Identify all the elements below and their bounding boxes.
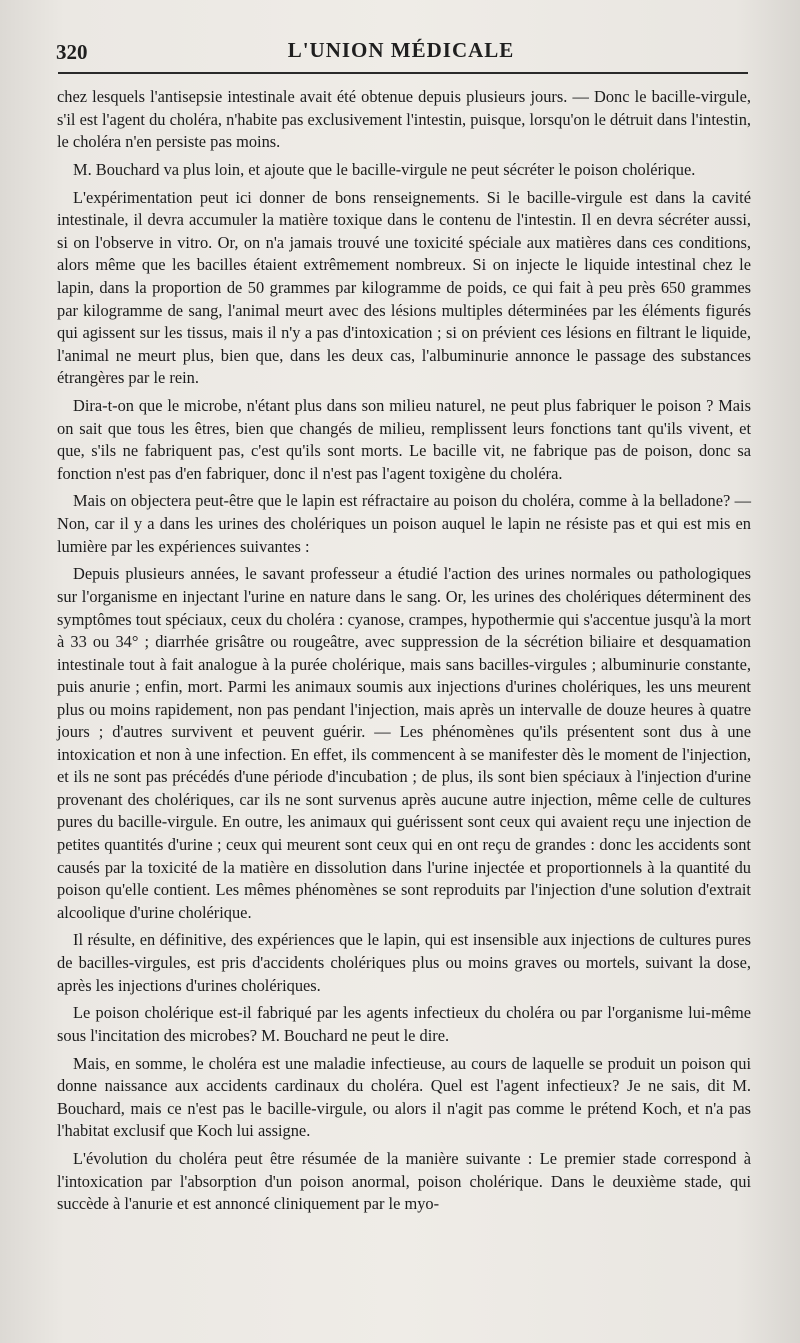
article-body bbox=[57, 86, 751, 1216]
paragraph-2: M. Bouchard va plus loin, et ajoute que le bacille-virgule ne peut sécréter le poison cholérique. bbox=[73, 159, 696, 179]
paragraph-10: L'évolution du choléra peut être résumée de la manière suivante : Le premier stade correspond à l'intoxication par l'absorption d'un poison anormal, poison cholérique. Dans le deuxième stade, qui succède à l'anurie et est annoncé cliniquement par le myo- bbox=[57, 1149, 751, 1214]
paragraph-9: Mais, en somme, le choléra est une maladie infectieuse, au cours de laquelle se produit un poison qui donne naissance aux accidents cardinaux du choléra. Quel est l'agent infectieux? Je ne sais, dit M. Bouchard, mais ce n'est pas le bacille-virgule, ou alors il n'agit pas comme le prétend Koch, et n'a pas l'habitat exclusif que Koch lui assigne. bbox=[57, 1053, 751, 1141]
paragraph-5: Mais on objectera peut-être que le lapin est réfractaire au poison du choléra, comme à la belladone? — Non, car il y a dans les urines des cholériques un poison auquel le lapin ne résiste pas et qui est mis en lumière par les expériences suivantes : bbox=[57, 491, 751, 556]
page-number: 320 bbox=[56, 40, 88, 64]
paragraph-4: Dira-t-on que le microbe, n'étant plus dans son milieu naturel, ne peut plus fabriquer le poison ? Mais on sait que tous les êtres, bien que changés de milieu, remplissent leurs fonctions tant qu'ils vivent, et que, s'ils ne fabriquent pas, c'est qu'ils sont morts. Le bacille vit, ne fabrique pas de poison, donc sa fonction n'est pas d'en fabriquer, donc il n'est pas l'agent toxigène du choléra. bbox=[57, 396, 751, 483]
running-head bbox=[56, 34, 746, 64]
journal-title: L'UNION MÉDICALE bbox=[287, 38, 515, 62]
paragraph-3: L'expérimentation peut ici donner de bons renseignements. Si le bacille-virgule est dans la cavité intestinale, il devra accumuler la matière toxique dans le contenu de l'intestin. Il en devra sécréter aussi, si on l'observe in vitro. Or, on n'a jamais trouvé une toxicité spéciale aux matières dans ces conditions, alors même que les bacilles étaient extrêmement nombreux. Si on injecte le liquide intestinal chez le lapin, dans la proportion de 50 grammes par kilogramme de poids, ce qui fait à peu près 650 grammes par kilogramme de sang, l'animal meurt avec des lésions multiples déterminées par les éléments figurés qui agissent sur les tissus, mais il n'y a pas d'intoxication ; si on prévient ces lésions en filtrant le liquide, l'animal ne meurt plus, bien que, dans les deux cas, l'albuminurie annonce le passage des substances étrangères par le rein. bbox=[57, 187, 751, 388]
paragraph-6: Depuis plusieurs années, le savant professeur a étudié l'action des urines normales ou pathologiques sur l'organisme en injectant l'urine en nature dans le sang. Or, les urines des cholériques déterminent des symptômes tout spéciaux, ceux du choléra : cyanose, crampes, hypothermie qui s'accentue jusqu'à la mort à 33 ou 34° ; diarrhée grisâtre ou rougeâtre, avec suppression de la sécrétion biliaire et desquamation intestinale tout à fait analogue à la purée cholérique, mais sans bacilles-virgules ; albuminurie constante, puis anurie ; enfin, mort. Parmi les animaux soumis aux injections d'urines cholériques, les uns meurent plus ou moins rapidement, non pas pendant l'injection, mais après un intervalle de douze heures à quatre jours ; d'autres survivent et peuvent guérir. — Les phénomènes qu'ils présentent sont dus à une intoxication et non à une infection. En effet, ils commencent à se manifester dès le moment de l'injection, et ils ne sont pas précédés d'une période d'incubation ; de plus, ils sont bien spéciaux à l'injection d'urine provenant des cholériques, car ils ne sont survenus après aucune autre injection, même celle de cultures pures du bacille-virgule. En outre, les animaux qui guérissent sont ceux qui avaient reçu une injection de petites quantités d'urine ; ceux qui meurent sont ceux qui en ont reçu de grandes : donc les accidents sont causés par la toxicité de la matière en dissolution dans l'urine injectée et proportionnels à la quantité du poison qu'elle contient. Les mêmes phénomènes se sont reproduits par l'injection d'une solution d'extrait alcoolique d'urine cholérique. bbox=[57, 564, 751, 922]
paragraph-7: Il résulte, en définitive, des expériences que le lapin, qui est insensible aux injections de cultures pures de bacilles-virgules, est pris d'accidents cholériques plus ou moins graves ou mortels, suivant la dose, après les injections d'urines cholériques. bbox=[57, 930, 751, 995]
header-rule bbox=[58, 72, 748, 74]
paragraph-8: Le poison cholérique est-il fabriqué par les agents infectieux du choléra ou par l'organisme lui-même sous l'incitation des microbes? M. Bouchard ne peut le dire. bbox=[57, 1003, 751, 1045]
paragraph-1: chez lesquels l'antisepsie intestinale avait été obtenue depuis plusieurs jours. — Donc le bacille-virgule, s'il est l'agent du choléra, n'habite pas exclusivement l'intestin, puisque, lorsqu'on le détruit dans l'intestin, le choléra n'en persiste pas moins. bbox=[57, 87, 751, 152]
